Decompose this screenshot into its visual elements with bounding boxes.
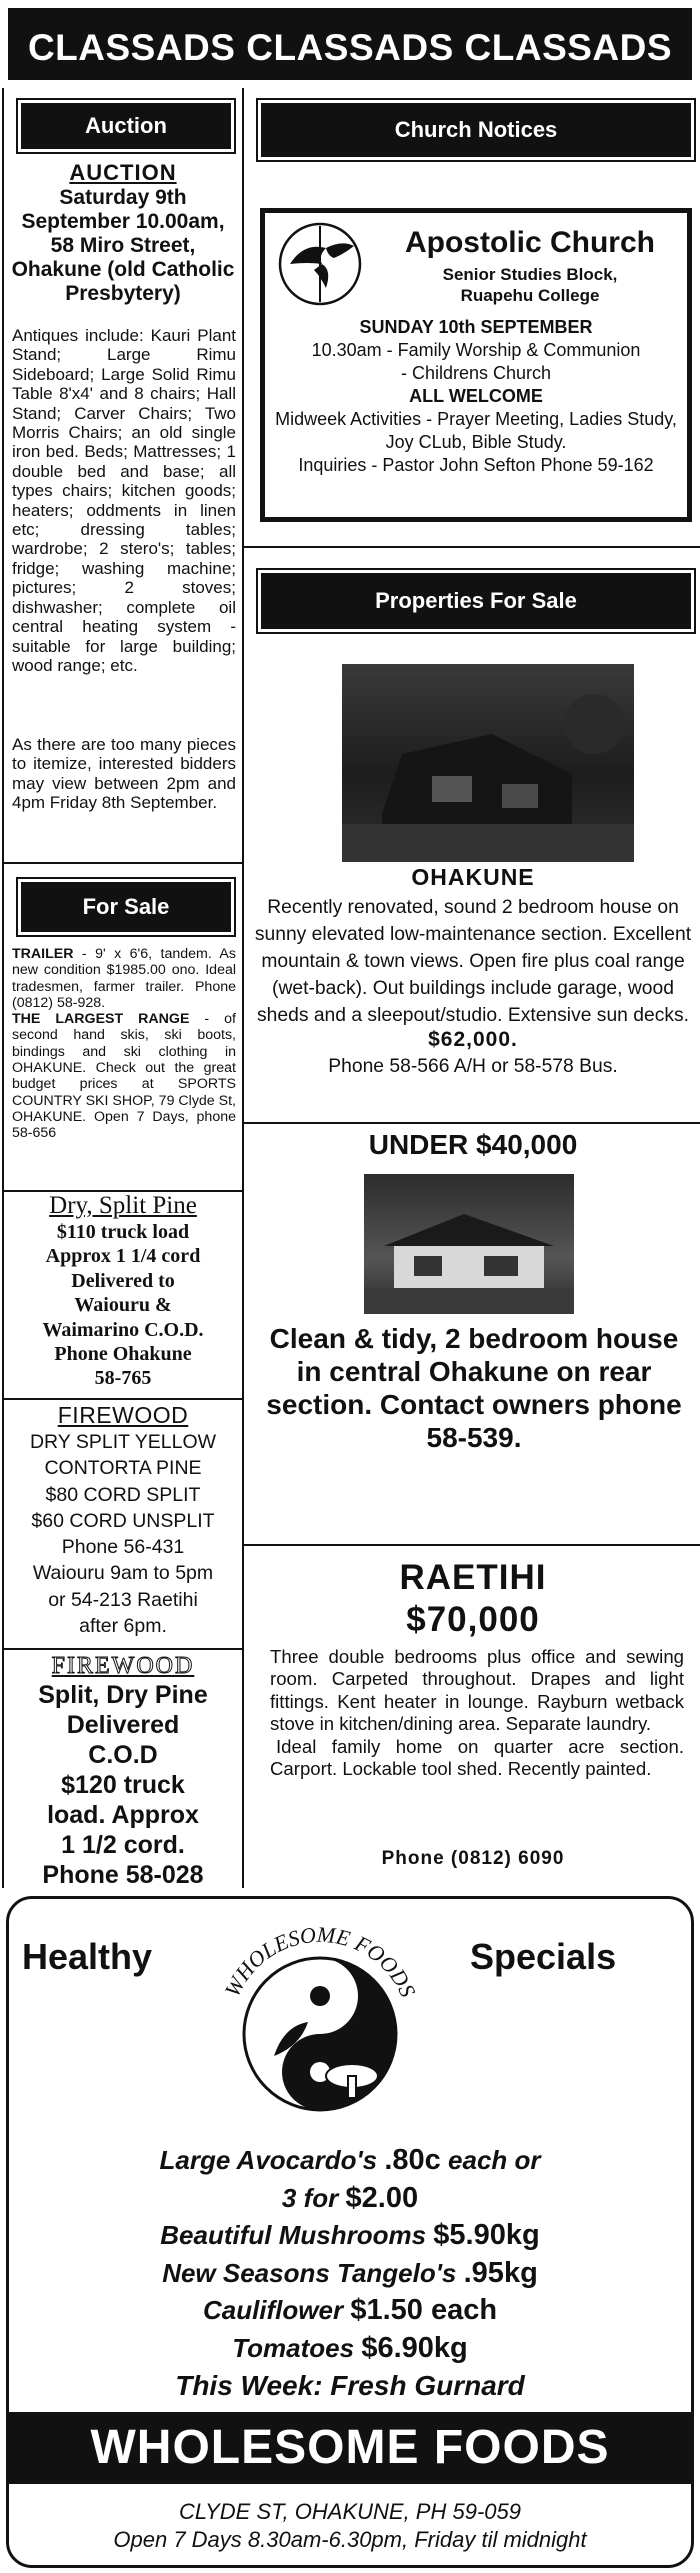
under-body: Clean & tidy, 2 bedroom house in central Ohakune on rear section. Contact owners phone 58-539.	[266, 1323, 682, 1453]
firewood-line: Waiouru 9am to 5pm	[32, 1562, 214, 1585]
specials-list	[10, 2142, 690, 2405]
column-divider	[242, 88, 244, 1888]
church-name: Apostolic Church	[404, 226, 655, 259]
ohakune-title: OHAKUNE	[411, 864, 535, 890]
pine-line: Phone Ohakune	[54, 1343, 192, 1366]
raetihi-price: $70,000	[406, 1600, 540, 1639]
pine-line: Waimarino C.O.D.	[42, 1318, 204, 1341]
auction-title: AUCTION	[69, 160, 177, 185]
wholesome-logo	[204, 1906, 436, 2138]
wholesome-addr1: CLYDE ST, OHAKUNE, PH 59-059	[179, 2499, 521, 2524]
firewood2-line: load. Approx	[47, 1801, 199, 1829]
special-tangelos: New Seasons Tangelo's .95kg	[162, 2256, 538, 2289]
divider	[244, 1122, 700, 1124]
pine-line: 58-765	[94, 1367, 152, 1390]
left-border	[2, 88, 4, 1888]
special-tomatoes: Tomatoes $6.90kg	[232, 2331, 468, 2364]
church-service-line2: - Childrens Church	[400, 363, 552, 383]
pine-line: $110 truck load	[56, 1221, 190, 1243]
raetihi-body-1: Three double bedrooms plus office and sewing room. Carpeted throughout. Drapes and light fittings. Kent heater in lounge. Rayburn wetback stove in kitchen/dining area. Separate laundry.	[270, 1646, 684, 1735]
church-header-label: Church Notices	[261, 103, 691, 157]
church-service-line1: 10.30am - Family Worship & Communion	[311, 340, 641, 360]
firewood-line: DRY SPLIT YELLOW	[29, 1431, 217, 1453]
church-inquiries: Inquiries - Pastor John Sefton Phone 59-162	[298, 455, 654, 475]
pine-line: Delivered to	[71, 1269, 175, 1292]
church-dove-icon	[274, 218, 366, 310]
church-venue	[372, 264, 688, 306]
firewood-line: CONTORTA PINE	[44, 1457, 202, 1480]
firewood-ad-2	[6, 1652, 240, 1890]
trailer-label: TRAILER	[12, 946, 74, 962]
trailer-text: - 9' x 6'6, tandem. As new condition $1985.00 ono. Ideal tradesmen, farmer trailer. Phone (0812) 58-928.	[12, 946, 236, 1011]
firewood-title-outline: FIREWOOD	[51, 1653, 195, 1679]
firewood-line: or 54-213 Raetihi	[48, 1588, 198, 1611]
auction-viewing: As there are too many pieces to itemize, interested bidders may view between 2pm and 4pm Friday 8th September.	[12, 735, 236, 813]
properties-header-label: Properties For Sale	[261, 573, 691, 629]
raetihi-body-2: Ideal family home on quarter acre section. Carport. Lockable tool shed. Recently painted.	[270, 1735, 684, 1780]
raetihi-title: RAETIHI	[399, 1558, 547, 1597]
ohakune-price: $62,000.	[428, 1028, 518, 1051]
special-avocado: Large Avocardo's .80c each or	[159, 2144, 541, 2176]
firewood2-line: C.O.D	[88, 1741, 158, 1769]
firewood2-line: Split, Dry Pine	[38, 1681, 208, 1709]
church-welcome: ALL WELCOME	[409, 386, 543, 406]
wholesome-address	[10, 2498, 690, 2554]
church-venue-line2: Ruapehu College	[460, 286, 600, 305]
pine-ad	[6, 1192, 240, 1391]
range-label: THE LARGEST RANGE	[12, 1011, 190, 1028]
pine-title: Dry, Split Pine	[49, 1192, 197, 1219]
house-photo-2-detail	[364, 1174, 574, 1314]
firewood2-line: Delivered	[66, 1711, 180, 1739]
auction-header	[16, 98, 236, 154]
under-title: UNDER $40,000	[368, 1129, 578, 1160]
pine-line: Waiouru &	[74, 1294, 172, 1317]
firewood-ad	[6, 1402, 240, 1639]
church-date: SUNDAY 10th SEPTEMBER	[359, 317, 593, 337]
divider	[4, 1398, 242, 1400]
firewood2-line: 1 1/2 cord.	[61, 1831, 185, 1859]
firewood-line: after 6pm.	[79, 1615, 167, 1638]
church-body	[270, 316, 682, 477]
for-sale-header-label: For Sale	[21, 882, 231, 932]
wholesome-banner: WHOLESOME FOODS	[8, 2412, 692, 2484]
for-sale-trailer	[12, 946, 236, 1142]
auction-header-label: Auction	[21, 103, 231, 149]
church-header	[256, 98, 696, 162]
divider	[244, 1544, 700, 1546]
firewood-line: $80 CORD SPLIT	[45, 1483, 201, 1506]
special-cauliflower: Cauliflower $1.50 each	[202, 2294, 498, 2326]
church-midweek: Midweek Activities - Prayer Meeting, Ladies Study, Joy CLub, Bible Study.	[275, 409, 677, 452]
specials-label: Specials	[470, 1936, 617, 1977]
divider	[4, 862, 242, 864]
wholesome-addr2: Open 7 Days 8.30am-6.30pm, Friday til midnight	[113, 2527, 587, 2552]
firewood-line: $60 CORD UNSPLIT	[31, 1509, 215, 1532]
house-photo-detail	[342, 664, 634, 862]
auction-items: Antiques include: Kauri Plant Stand; Large Rimu Sideboard; Large Solid Rimu Table 8'x4' and 8 chairs; Hall Stand; Carver Chairs; Two Morris Chairs; an old single iron bed. Beds; Mattresses; 1 double bed and base; all types chairs; kitchen goods; heaters; oddments in linen etc; dressing tables; wardrobe; 2 stero's; tables; fridge; washing machine; pictures; 2 stoves; dishwasher; complete oil central heating system - suitable for large building; wood range; etc.	[12, 326, 236, 675]
divider	[244, 546, 700, 548]
firewood-title: FIREWOOD	[57, 1402, 189, 1428]
for-sale-header	[16, 877, 236, 937]
healthy-label: Healthy	[22, 1936, 153, 1977]
firewood2-line: $120 truck	[61, 1771, 185, 1799]
firewood2-line: Phone 58-028	[42, 1861, 204, 1889]
raetihi-body	[270, 1646, 684, 1780]
special-gurnard: This Week: Fresh Gurnard	[175, 2370, 525, 2401]
wholesome-logo-text: WHOLESOME FOODS	[219, 1921, 421, 2001]
properties-header	[256, 568, 696, 634]
range-text: - of second hand skis, ski boots, bindings and ski clothing in OHAKUNE. Check out the great budget prices at SPORTS COUNTRY SKI SHOP, 79 Clyde St, OHAKUNE. Open 7 Days, phone 58-656	[12, 1011, 236, 1142]
church-venue-line1: Senior Studies Block,	[442, 265, 618, 284]
auction-when-where: Saturday 9th September 10.00am, 58 Miro Street, Ohakune (old Catholic Presbytery)	[11, 186, 235, 305]
divider	[4, 1648, 242, 1650]
pine-line: Approx 1 1/4 cord	[45, 1245, 201, 1268]
special-mushrooms: Beautiful Mushrooms $5.90kg	[160, 2219, 540, 2251]
masthead-title: CLASSADS CLASSADS CLASSADS	[27, 27, 673, 68]
ohakune-phone: Phone 58-566 A/H or 58-578 Bus.	[328, 1056, 618, 1077]
firewood-line: Phone 56-431	[61, 1536, 185, 1559]
ohakune-body: Recently renovated, sound 2 bedroom house on sunny elevated low-maintenance section. Excellent mountain & town views. Open fire plus coal range (wet-back). Out buildings include garage, wood sheds and a sleepout/studio. Extensive sun decks.	[254, 897, 692, 1026]
raetihi-phone: Phone (0812) 6090	[381, 1848, 565, 1869]
special-avocado-offer: 3 for $2.00	[281, 2181, 419, 2214]
